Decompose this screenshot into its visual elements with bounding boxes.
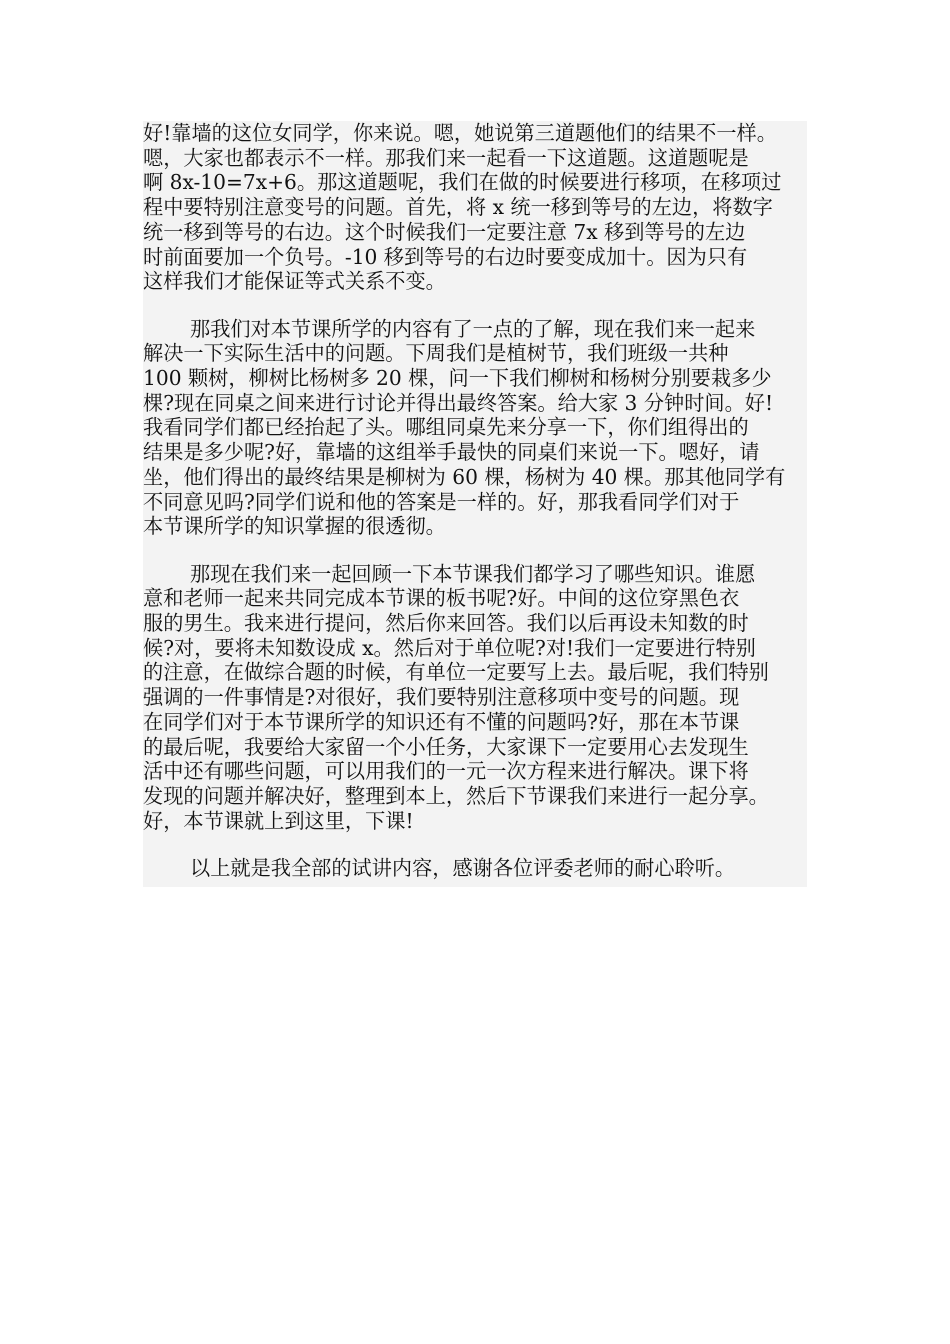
paragraph-2-line: 坐，他们得出的最终结果是柳树为 60 棵，杨树为 40 棵。那其他同学有 <box>143 464 786 489</box>
paragraph-1-line: 时前面要加一个负号。-10 移到等号的右边时要变成加十。因为只有 <box>143 244 748 269</box>
paragraph-1-line: 好!靠墙的这位女同学，你来说。嗯，她说第三道题他们的结果不一样。 <box>143 121 777 145</box>
paragraph-2-line: 那我们对本节课所学的内容有了一点的了解，现在我们来一起来 <box>190 316 756 341</box>
paragraph-1-line: 统一移到等号的右边。这个时候我们一定要注意 7x 移到等号的左边 <box>143 219 746 244</box>
paragraph-3-line: 的注意，在做综合题的时候，有单位一定要写上去。最后呢，我们特别 <box>143 660 769 685</box>
paragraph-3-line: 候?对，要将未知数设成 x。然后对于单位呢?对!我们一定要进行特别 <box>143 635 756 660</box>
paragraph-2-line: 本节课所学的知识掌握的很透彻。 <box>143 514 446 539</box>
paragraph-3-line: 强调的一件事情是?对很好，我们要特别注意移项中变号的问题。现 <box>143 685 740 710</box>
paragraph-1-line: 程中要特别注意变号的问题。首先，将 x 统一移到等号的左边，将数字 <box>143 195 773 220</box>
paragraph-3-line: 的最后呢，我要给大家留一个小任务，大家课下一定要用心去发现生 <box>143 734 749 759</box>
paragraph-2-line: 100 颗树，柳树比杨树多 20 棵，问一下我们柳树和杨树分别要栽多少 <box>143 366 772 390</box>
paragraph-1-line: 啊 8x-10=7x+6。那这道题呢，我们在做的时候要进行移项，在移项过 <box>143 170 782 195</box>
paragraph-2-line: 结果是多少呢?好，靠墙的这组举手最快的同桌们来说一下。嗯好，请 <box>143 440 760 465</box>
paragraph-3-line: 服的男生。我来进行提问，然后你来回答。我们以后再设未知数的时 <box>143 611 749 635</box>
paragraph-3-line: 在同学们对于本节课所学的知识还有不懂的问题吗?好，那在本节课 <box>143 709 740 734</box>
paragraph-2-line: 我看同学们都已经抬起了头。哪组同桌先来分享一下，你们组得出的 <box>143 415 749 440</box>
paragraph-4-line: 以上就是我全部的试讲内容，感谢各位评委老师的耐心聆听。 <box>190 856 736 880</box>
paragraph-1-line: 嗯，大家也都表示不一样。那我们来一起看一下这道题。这道题呢是 <box>143 145 749 170</box>
paragraph-2-line: 棵?现在同桌之间来进行讨论并得出最终答案。给大家 3 分钟时间。好! <box>143 390 774 415</box>
paragraph-3-line: 活中还有哪些问题，可以用我们的一元一次方程来进行解决。课下将 <box>143 759 749 784</box>
paragraph-3-line: 发现的问题并解决好，整理到本上，然后下节课我们来进行一起分享。 <box>143 783 769 808</box>
paragraph-1-line: 这样我们才能保证等式关系不变。 <box>143 269 446 294</box>
paragraph-3-line: 意和老师一起来共同完成本节课的板书呢?好。中间的这位穿黑色衣 <box>143 586 740 611</box>
paragraph-2-line: 解决一下实际生活中的问题。下周我们是植树节，我们班级一共种 <box>143 341 729 366</box>
paragraph-3-line: 好，本节课就上到这里，下课! <box>143 808 414 833</box>
paragraph-3-line: 那现在我们来一起回顾一下本节课我们都学习了哪些知识。谁愿 <box>190 561 756 586</box>
paragraph-2-line: 不同意见吗?同学们说和他的答案是一样的。好，那我看同学们对于 <box>143 489 740 514</box>
text-block <box>143 121 807 887</box>
